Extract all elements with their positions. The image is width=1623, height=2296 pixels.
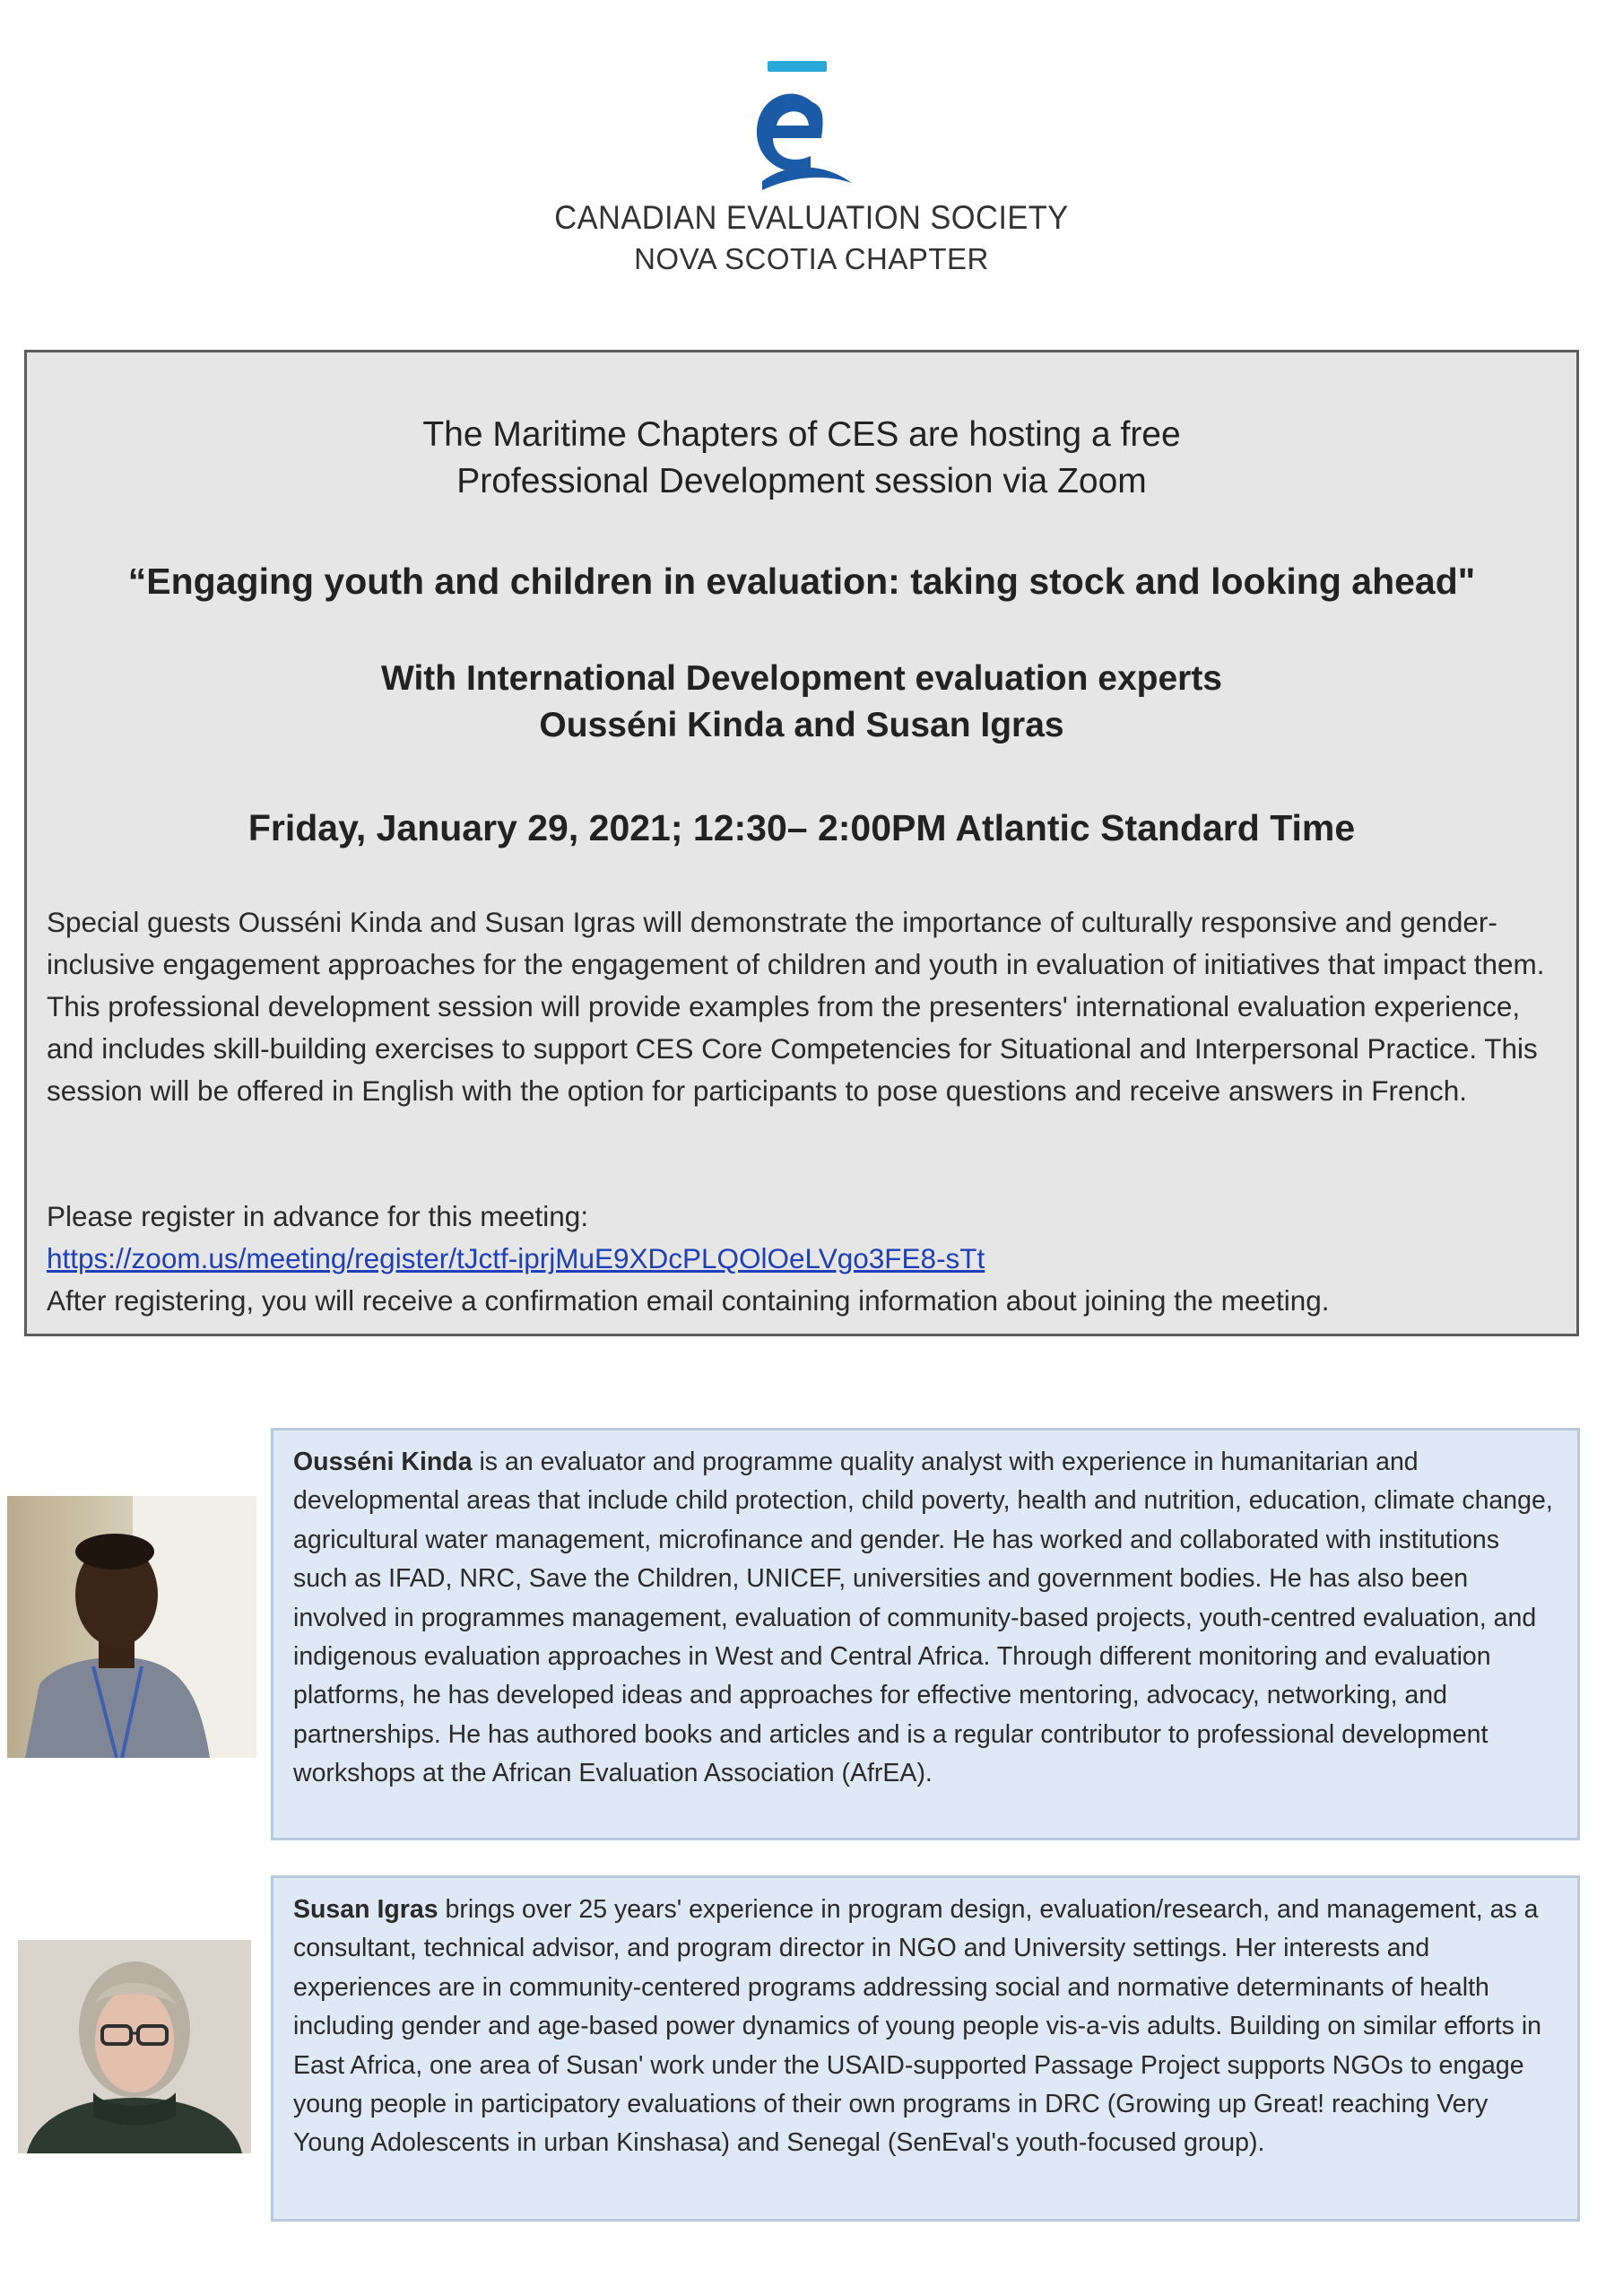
registration-block: [47, 1196, 1562, 1322]
bio-susan-igras: [271, 1875, 1580, 2222]
registration-link[interactable]: https://zoom.us/meeting/register/tJctf-iprjMuE9XDcPLQOlOeLVgo3FE8-sTt: [47, 1242, 985, 1274]
event-box: [24, 350, 1579, 1336]
experts-line-2: Ousséni Kinda and Susan Igras: [539, 706, 1064, 744]
chapter-name: NOVA SCOTIA CHAPTER: [634, 242, 989, 275]
bio-name: Susan Igras: [293, 1895, 438, 1924]
intro-line-1: The Maritime Chapters of CES are hosting a free: [422, 415, 1181, 454]
ces-logo: [735, 56, 870, 199]
bio-text: is an evaluator and programme quality analyst with experience in humanitarian and developmental areas that include child protection, child poverty, health and nutrition, education, climate change, agricultural water management, microfinance and gender. He has worked and collaborated with institutions such as IFAD, NRC, Save the Children, UNICEF, universities and government bodies. He has also been involved in programmes management, evaluation of community-based projects, youth-centred evaluation, and indigenous evaluation approaches in West and Central Africa. Through different monitoring and evaluation platforms, he has developed ideas and approaches for effective mentoring, advocacy, networking, and partnerships. He has authored books and articles and is a regular contributor to professional development workshops at the African Evaluation Association (AfrEA).: [293, 1448, 1553, 1788]
event-date: Friday, January 29, 2021; 12:30– 2:00PM Atlantic Standard Time: [247, 807, 1356, 848]
bio-name: Ousséni Kinda: [293, 1448, 473, 1476]
susan-igras-photo: [18, 1940, 251, 2153]
bio-oussni-kinda: [271, 1428, 1580, 1840]
intro-line-2: Professional Development session via Zoom: [456, 462, 1147, 500]
session-title: “Engaging youth and children in evaluation: taking stock and looking ahead": [127, 561, 1476, 602]
org-name: CANADIAN EVALUATION SOCIETY: [554, 199, 1069, 236]
oussni-kinda-photo: [7, 1496, 256, 1758]
experts-line-1: With International Development evaluation experts: [381, 659, 1222, 698]
bio-text: brings over 25 years' experience in program design, evaluation/research, and management, as a consultant, technical advisor, and program director in NGO and University settings. Her interests and experiences are in community-centered programs addressing social and normative determinants of health including gender and age-based power dynamics of young people vis-a-vis adults. Building on similar efforts in East Africa, one area of Susan' work under the USAID-supported Passage Project supports NGOs to engage young people in participatory evaluations of their own programs in DRC (Growing up Great! reaching Very Young Adolescents in urban Kinshasa) and Senegal (SenEval's youth-focused group).: [293, 1895, 1542, 2158]
register-prompt: Please register in advance for this meeting:: [47, 1200, 589, 1232]
event-description: Special guests Ousséni Kinda and Susan Igras will demonstrate the importance of culturally responsive and gender-inclusive engagement approaches for the engagement of children and youth in evaluation of initiatives that impact them. This professional development session will provide examples from the presenters' international evaluation experience, and includes skill-building exercises to support CES Core Competencies for Situational and Interpersonal Practice. This session will be offered in English with the option for participants to pose questions and receive answers in French.: [47, 906, 1545, 1107]
register-note: After registering, you will receive a confirmation email containing information about joining the meeting.: [47, 1284, 1330, 1317]
